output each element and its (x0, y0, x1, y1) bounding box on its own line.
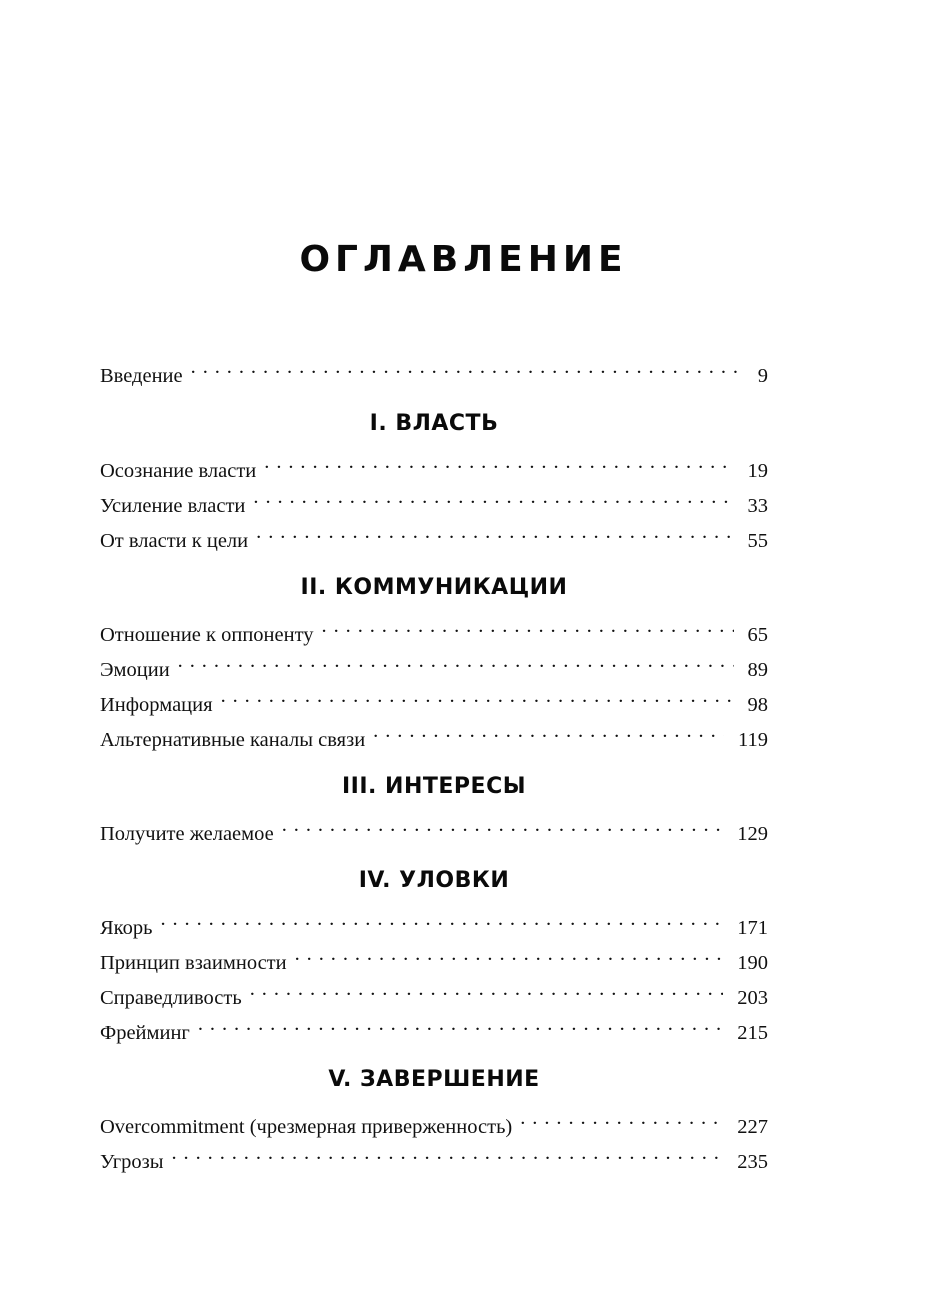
toc-entry[interactable] (100, 939, 768, 974)
dot-leader (160, 904, 723, 934)
dot-leader (191, 352, 744, 382)
toc-entry[interactable] (100, 810, 768, 845)
toc-entry-page: 215 (737, 1022, 768, 1044)
toc-entry-page: 190 (737, 952, 768, 974)
dot-leader (198, 1009, 723, 1039)
dot-leader (250, 974, 724, 1004)
toc-entry-page: 203 (737, 987, 768, 1009)
dot-leader (520, 1103, 723, 1133)
toc-entry[interactable] (100, 611, 768, 646)
toc-entry-page: 55 (747, 530, 768, 552)
toc-entry-intro[interactable] (100, 352, 768, 387)
toc-entry[interactable] (100, 517, 768, 552)
dot-leader (295, 939, 724, 969)
dot-leader (282, 810, 724, 840)
toc-entry[interactable] (100, 482, 768, 517)
toc-entry[interactable] (100, 447, 768, 482)
toc-entry[interactable] (100, 1103, 768, 1138)
dot-leader (172, 1138, 724, 1168)
section-heading-tricks: IV. УЛОВКИ (358, 868, 510, 893)
toc-entry-label: Получите желаемое (100, 823, 274, 845)
dot-leader (221, 681, 734, 711)
toc-entry-page: 89 (747, 659, 768, 681)
toc-entry-label: Угрозы (100, 1151, 164, 1173)
toc-entry-page: 98 (747, 694, 768, 716)
toc-entry[interactable] (100, 716, 768, 751)
page-title: ОГЛАВЛЕНИЕ (299, 239, 628, 280)
toc-entry-page: 33 (747, 495, 768, 517)
toc-entry[interactable] (100, 681, 768, 716)
toc-entry-label: Информация (100, 694, 213, 716)
toc-entry-label: Усиление власти (100, 495, 246, 517)
toc-entry-page: 227 (737, 1116, 768, 1138)
toc-entry[interactable] (100, 1138, 768, 1173)
toc-entry-label: Принцип взаимности (100, 952, 287, 974)
toc-entry-label: Отношение к оппоненту (100, 624, 314, 646)
toc-entry-page: 119 (738, 729, 768, 751)
dot-leader (322, 611, 734, 641)
toc-entry-label: От власти к цели (100, 530, 249, 552)
toc-entry[interactable] (100, 974, 768, 1009)
dot-leader (178, 646, 734, 676)
toc-entry-page: 9 (757, 365, 768, 387)
toc-entry-label: Overcommitment (чрезмерная приверженность) (100, 1116, 513, 1138)
dot-leader (264, 447, 733, 477)
section-heading-interests: III. ИНТЕРЕСЫ (341, 774, 527, 799)
toc-entry-page: 235 (737, 1151, 768, 1173)
toc-entry-label: Осознание власти (100, 460, 257, 482)
toc-entry-page: 129 (737, 823, 768, 845)
section-heading-communications: II. КОММУНИКАЦИИ (300, 575, 568, 600)
section-heading-completion: V. ЗАВЕРШЕНИЕ (328, 1067, 540, 1092)
toc-entry-label: Эмоции (100, 659, 170, 681)
toc-entry-page: 19 (747, 460, 768, 482)
dot-leader (256, 517, 733, 547)
toc-entry-page: 171 (737, 917, 768, 939)
dot-leader (373, 716, 724, 746)
toc-entry-label: Альтернативные каналы связи (100, 729, 366, 751)
toc-entry-label: Справедливость (100, 987, 242, 1009)
toc-entry-label: Якорь (100, 917, 153, 939)
toc-entry[interactable] (100, 646, 768, 681)
toc-entry-label: Введение (100, 365, 183, 387)
toc-entry-page: 65 (747, 624, 768, 646)
section-heading-power: I. ВЛАСТЬ (369, 411, 499, 436)
toc-entry-label: Фрейминг (100, 1022, 190, 1044)
toc-entry[interactable] (100, 1009, 768, 1044)
toc-entry[interactable] (100, 904, 768, 939)
dot-leader (253, 482, 733, 512)
